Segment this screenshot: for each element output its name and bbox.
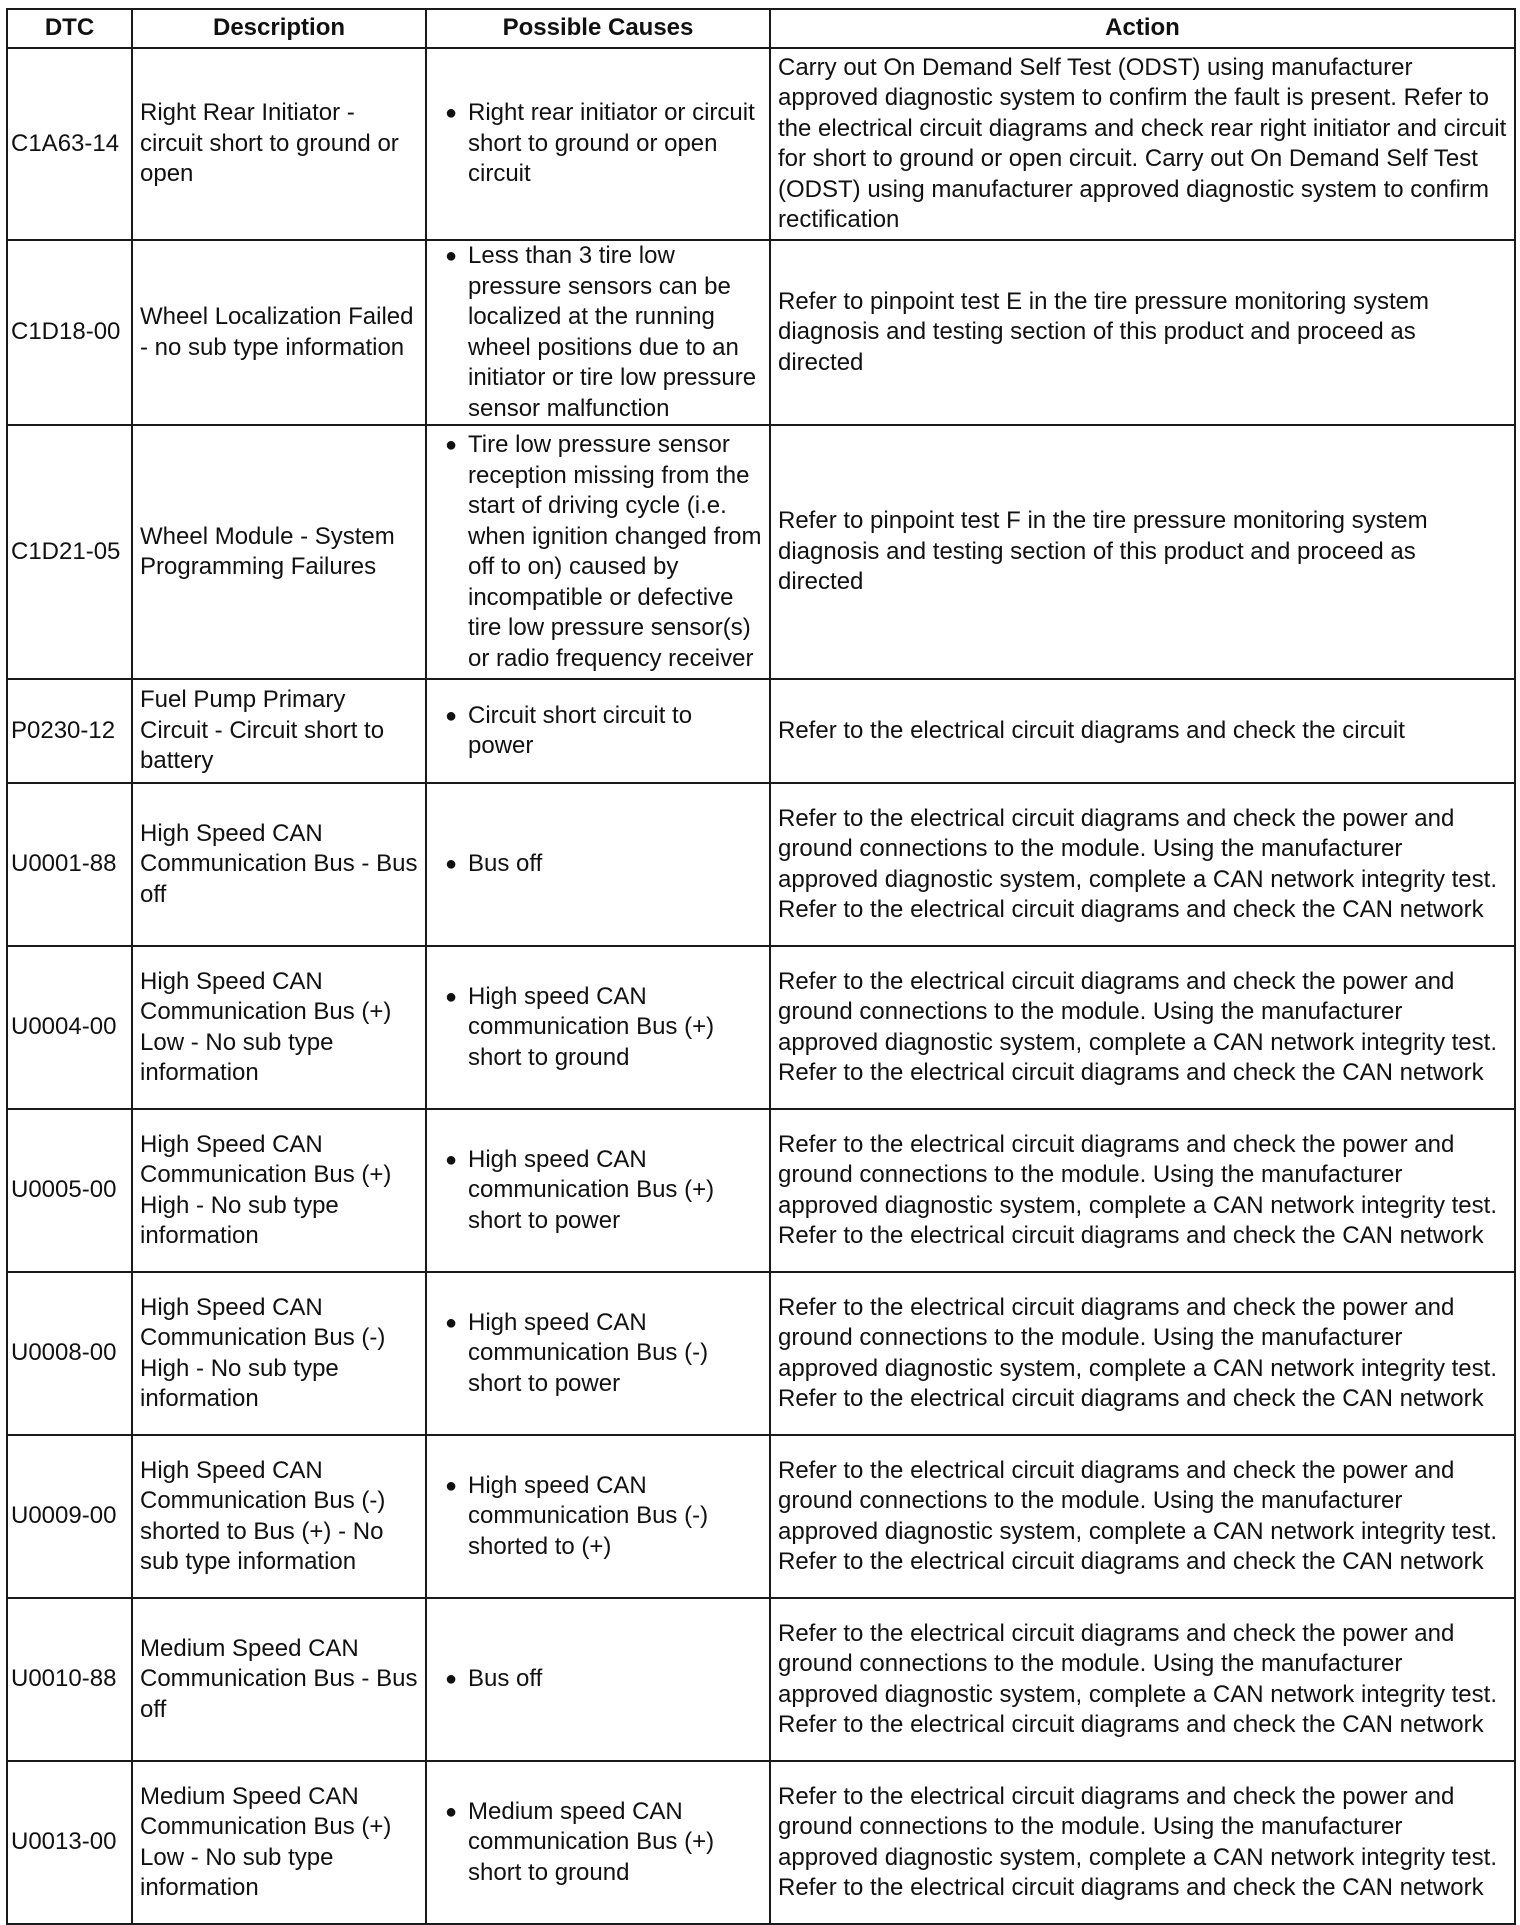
action-text: Refer to pinpoint test E in the tire pressure monitoring system diagnosis and testing section of this product and proceed as directed (770, 240, 1515, 425)
dtc-description: Wheel Module - System Programming Failures (132, 425, 426, 679)
action-text: Carry out On Demand Self Test (ODST) using manufacturer approved diagnostic system to confirm the fault is present. Refer to the electrical circuit diagrams and check rear right initiator and circuit for short to ground or open circuit. Carry out On Demand Self Test (ODST) using manufacturer approved diagnostic system to confirm rectification (770, 48, 1515, 240)
header-dtc: DTC (7, 9, 132, 48)
dtc-description: High Speed CAN Communication Bus (-) shorted to Bus (+) - No sub type information (132, 1435, 426, 1598)
action-text: Refer to pinpoint test F in the tire pressure monitoring system diagnosis and testing section of this product and proceed as directed (770, 425, 1515, 679)
bullet-icon: ● (444, 1474, 458, 1497)
possible-cause (426, 1598, 770, 1761)
bullet-icon: ● (444, 1800, 458, 1823)
dtc-code: U0004-00 (7, 946, 132, 1109)
dtc-code: P0230-12 (7, 679, 132, 783)
bullet-icon: ● (444, 1668, 458, 1691)
cause-text: Medium speed CAN communication Bus (+) short to ground (468, 1797, 715, 1886)
dtc-description: Medium Speed CAN Communication Bus (+) Low - No sub type information (132, 1761, 426, 1924)
action-text: Refer to the electrical circuit diagrams and check the power and ground connections to the module. Using the manufacturer approved diagnostic system, complete a CAN network integrity test. Refer to the electrical circuit diagrams and check the CAN network (770, 1109, 1515, 1272)
table-row (7, 679, 1515, 783)
table-row (7, 1109, 1515, 1272)
action-text: Refer to the electrical circuit diagrams and check the power and ground connections to the module. Using the manufacturer approved diagnostic system, complete a CAN network integrity test. Refer to the electrical circuit diagrams and check the CAN network (770, 1435, 1515, 1598)
dtc-description: High Speed CAN Communication Bus (+) Low - No sub type information (132, 946, 426, 1109)
cause-text: Bus off (468, 850, 543, 878)
dtc-code: C1A63-14 (7, 48, 132, 240)
dtc-code: U0008-00 (7, 1272, 132, 1435)
possible-cause (426, 946, 770, 1109)
possible-cause (426, 1272, 770, 1435)
possible-cause (426, 48, 770, 240)
dtc-code: U0001-88 (7, 783, 132, 946)
dtc-description: Medium Speed CAN Communication Bus - Bus off (132, 1598, 426, 1761)
dtc-description: High Speed CAN Communication Bus (-) High - No sub type information (132, 1272, 426, 1435)
possible-cause (426, 240, 770, 425)
table-row (7, 425, 1515, 679)
cause-text: High speed CAN communication Bus (-) shorted to (+) (468, 1471, 709, 1560)
bullet-icon: ● (444, 704, 458, 727)
table-header-row (7, 9, 1515, 48)
possible-cause (426, 425, 770, 679)
dtc-table-sheet (6, 8, 1514, 1925)
possible-cause (426, 679, 770, 783)
dtc-description: Right Rear Initiator - circuit short to ground or open (132, 48, 426, 240)
dtc-code: C1D18-00 (7, 240, 132, 425)
dtc-description: Wheel Localization Failed - no sub type information (132, 240, 426, 425)
cause-text: High speed CAN communication Bus (-) short to power (468, 1308, 709, 1397)
bullet-icon: ● (444, 1311, 458, 1334)
table-row (7, 1761, 1515, 1924)
table-row (7, 946, 1515, 1109)
dtc-code: U0010-88 (7, 1598, 132, 1761)
cause-text: Less than 3 tire low pressure sensors can be localized at the running wheel positions due to an initiator or tire low pressure sensor malfunction (468, 242, 757, 422)
possible-cause (426, 1761, 770, 1924)
table-body (7, 48, 1515, 1924)
table-row (7, 240, 1515, 425)
possible-cause (426, 1435, 770, 1598)
action-text: Refer to the electrical circuit diagrams and check the circuit (770, 679, 1515, 783)
cause-text: High speed CAN communication Bus (+) short to power (468, 1145, 715, 1234)
dtc-table (6, 8, 1516, 1925)
cause-text: Tire low pressure sensor reception missing from the start of driving cycle (i.e. when ignition changed from off to on) caused by incompatible or defective tire low pressure sensor(s) or radio frequency receiver (468, 431, 762, 672)
bullet-icon: ● (444, 853, 458, 876)
dtc-description: High Speed CAN Communication Bus (+) High - No sub type information (132, 1109, 426, 1272)
bullet-icon: ● (444, 434, 458, 456)
dtc-code: C1D21-05 (7, 425, 132, 679)
table-row (7, 48, 1515, 240)
dtc-description: Fuel Pump Primary Circuit - Circuit short to battery (132, 679, 426, 783)
table-row (7, 783, 1515, 946)
cause-text: Circuit short circuit to power (468, 701, 693, 759)
header-action: Action (770, 9, 1515, 48)
table-row (7, 1598, 1515, 1761)
header-possible-causes: Possible Causes (426, 9, 770, 48)
bullet-icon: ● (444, 1148, 458, 1171)
possible-cause (426, 783, 770, 946)
cause-text: High speed CAN communication Bus (+) short to ground (468, 982, 715, 1071)
dtc-code: U0009-00 (7, 1435, 132, 1598)
action-text: Refer to the electrical circuit diagrams and check the power and ground connections to the module. Using the manufacturer approved diagnostic system, complete a CAN network integrity test. Refer to the electrical circuit diagrams and check the CAN network (770, 946, 1515, 1109)
possible-cause (426, 1109, 770, 1272)
bullet-icon: ● (444, 985, 458, 1008)
action-text: Refer to the electrical circuit diagrams and check the power and ground connections to the module. Using the manufacturer approved diagnostic system, complete a CAN network integrity test. Refer to the electrical circuit diagrams and check the CAN network (770, 1598, 1515, 1761)
action-text: Refer to the electrical circuit diagrams and check the power and ground connections to the module. Using the manufacturer approved diagnostic system, complete a CAN network integrity test. Refer to the electrical circuit diagrams and check the CAN network (770, 1761, 1515, 1924)
dtc-code: U0013-00 (7, 1761, 132, 1924)
table-row (7, 1435, 1515, 1598)
bullet-icon: ● (444, 102, 458, 125)
header-description: Description (132, 9, 426, 48)
dtc-description: High Speed CAN Communication Bus - Bus off (132, 783, 426, 946)
cause-text: Right rear initiator or circuit short to ground or open circuit (468, 99, 755, 188)
action-text: Refer to the electrical circuit diagrams and check the power and ground connections to the module. Using the manufacturer approved diagnostic system, complete a CAN network integrity test. Refer to the electrical circuit diagrams and check the CAN network (770, 783, 1515, 946)
bullet-icon: ● (444, 245, 458, 267)
cause-text: Bus off (468, 1665, 543, 1693)
table-row (7, 1272, 1515, 1435)
action-text: Refer to the electrical circuit diagrams and check the power and ground connections to the module. Using the manufacturer approved diagnostic system, complete a CAN network integrity test. Refer to the electrical circuit diagrams and check the CAN network (770, 1272, 1515, 1435)
dtc-code: U0005-00 (7, 1109, 132, 1272)
